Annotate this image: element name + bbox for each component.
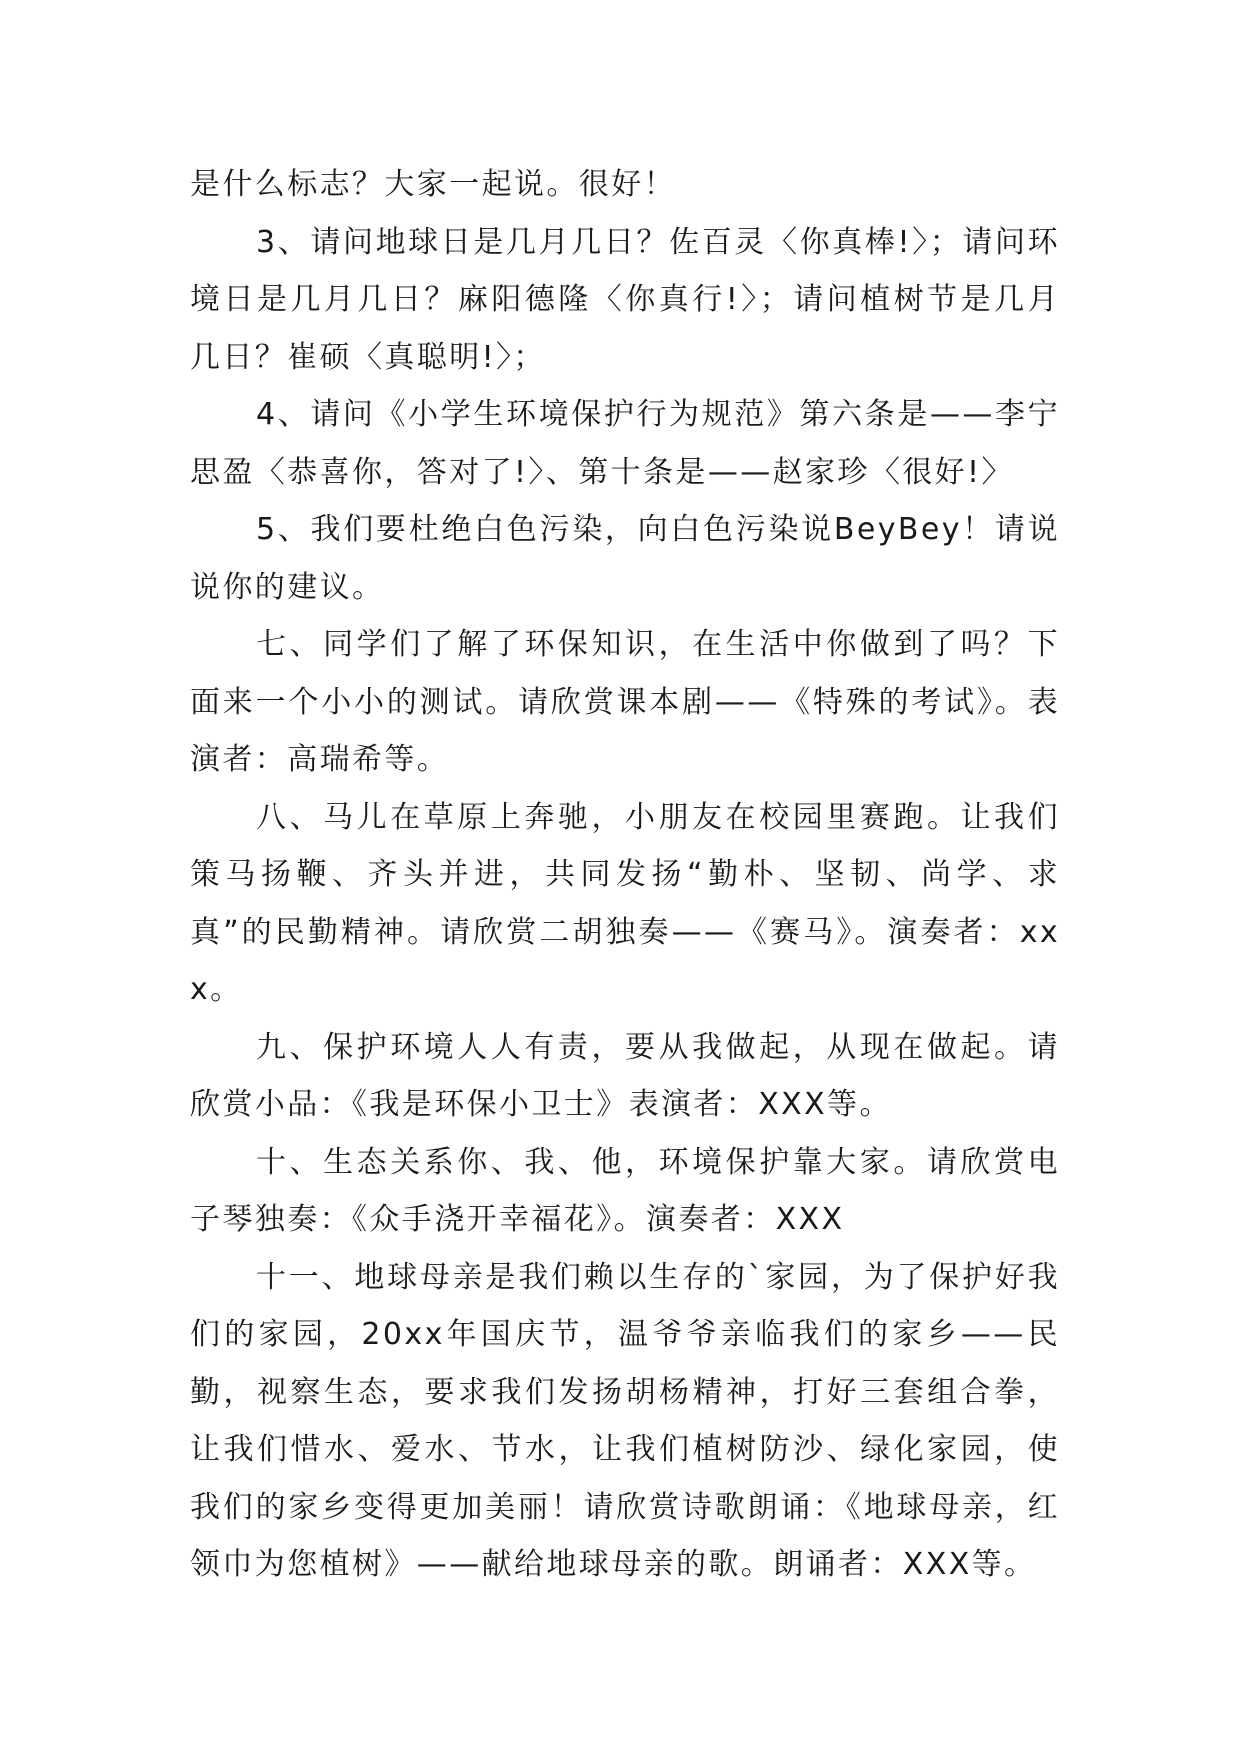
paragraph-item-4: 4、请问《小学生环境保护行为规范》第六条是——李宁思盈〈恭喜你，答对了!〉、第十条是——赵家珍〈很好!〉 [190, 397, 1060, 490]
paragraph-section-10: 十、生态关系你、我、他，环境保护靠大家。请欣赏电子琴独奏：《众手浇开幸福花》。演奏者：XXX [190, 1144, 1060, 1237]
paragraph-section-8: 八、马儿在草原上奔驰，小朋友在校园里赛跑。让我们策马扬鞭、齐头并进，共同发扬“勤朴、坚韧、尚学、求真”的民勤精神。请欣赏二胡独奏——《赛马》。演奏者：xxx。 [190, 799, 1060, 1007]
paragraph-section-9: 九、保护环境人人有责，要从我做起，从现在做起。请欣赏小品：《我是环保小卫士》表演者：XXX等。 [190, 1029, 1060, 1122]
paragraph-section-7: 七、同学们了解了环保知识，在生活中你做到了吗？下面来一个小小的测试。请欣赏课本剧——《特殊的考试》。表演者：高瑞希等。 [190, 627, 1060, 777]
paragraph-item-3: 3、请问地球日是几月几日？佐百灵〈你真棒!〉；请问环境日是几月几日？麻阳德隆〈你真行!〉；请问植树节是几月几日？崔硕〈真聪明!〉； [190, 224, 1060, 375]
paragraph-item-5: 5、我们要杜绝白色污染，向白色污染说BeyBey！请说说你的建议。 [190, 512, 1060, 605]
paragraph-section-11: 十一、地球母亲是我们赖以生存的`家园，为了保护好我们的家园，20xx年国庆节，温爷爷亲临我们的家乡——民勤，视察生态，要求我们发扬胡杨精神，打好三套组合拳，让我们惜水、爱水、节水，让我们植树防沙、绿化家园，使我们的家乡变得更加美丽！请欣赏诗歌朗诵：《地球母亲，红领巾为您植树》——献给地球母亲的歌。朗诵者：XXX等。 [190, 1259, 1060, 1582]
document-body [190, 156, 1060, 1594]
paragraph-continuation: 是什么标志？大家一起说。很好！ [190, 167, 676, 202]
